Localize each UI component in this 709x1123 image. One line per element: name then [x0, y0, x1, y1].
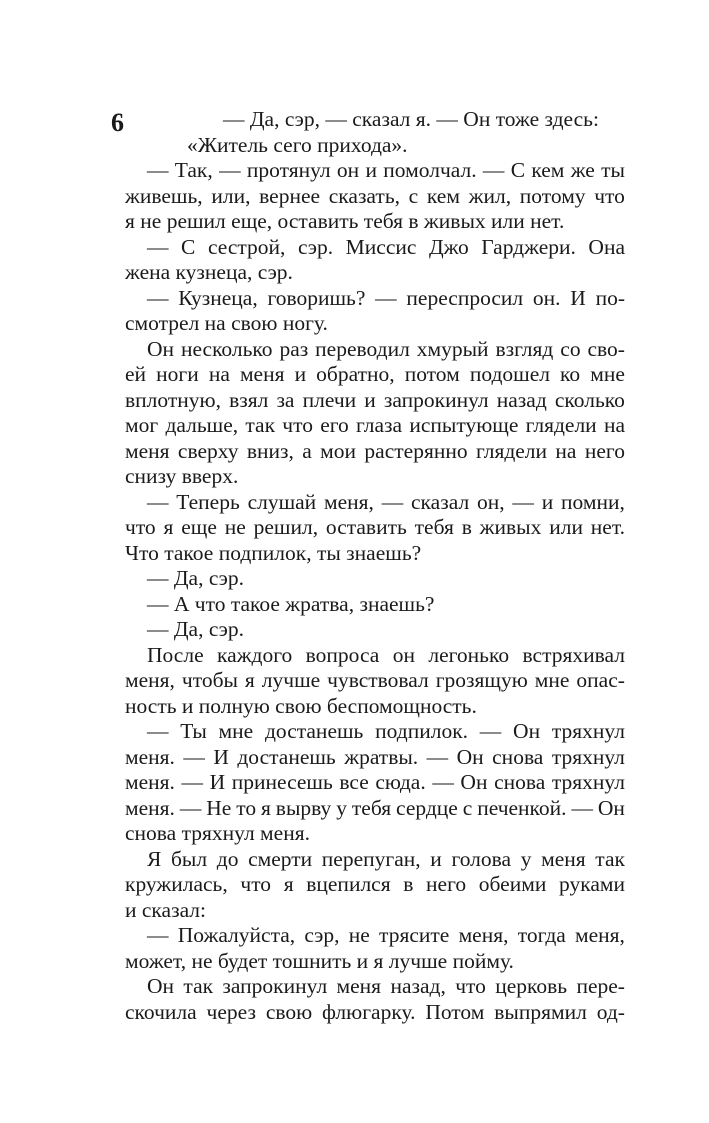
text-line: — Кузнеца, говоришь? — переспросил он. И по-: [147, 285, 625, 310]
text-line: — Так, — протянул он и помолчал. — С кем же ты: [147, 158, 625, 182]
text-line: — С сестрой, сэр. Миссис Джо Гарджери. Она: [147, 234, 625, 259]
text-line: меня. — И принесешь все сюда. — Он снова тряхнул: [125, 770, 625, 794]
text-line: ность и полную свою беспомощность.: [125, 693, 477, 718]
text-line: Он так запрокинул меня назад, что церковь пере-: [147, 974, 625, 998]
paragraph: [147, 592, 625, 618]
text-line: меня. — Не то я вырву у тебя сердце с печенкой. — Он: [125, 795, 625, 820]
text-line: снова тряхнул меня.: [125, 821, 310, 845]
text-line: «Житель сего прихода».: [187, 132, 408, 157]
text-line: может, не будет тошнить и я лучше пойму.: [125, 948, 514, 973]
paragraph: [125, 158, 625, 235]
paragraph: [125, 234, 625, 286]
paragraph: [125, 285, 625, 337]
page-number: 6: [111, 108, 124, 137]
text-line: смотрел на свою ногу.: [125, 311, 328, 335]
paragraph: [147, 617, 625, 643]
text-line: что я еще не решил, оставить тебя в живых или нет.: [125, 515, 625, 539]
paragraph: [125, 974, 625, 1025]
text-line: скочила через свою флюгарку. Потом выпрямил од-: [125, 999, 625, 1024]
text-line: кружилась, что я вцепился в него обеими руками: [125, 872, 625, 896]
text-line: — Да, сэр.: [147, 566, 244, 590]
text-line: Он несколько раз переводил хмурый взгляд со сво-: [147, 336, 625, 361]
text-line: снизу вверх.: [125, 464, 239, 488]
text-line: — Теперь слушай меня, — сказал он, — и помни,: [147, 489, 625, 514]
paragraph: [125, 489, 625, 567]
paragraph: [147, 566, 625, 592]
text-line: — Да, сэр, — сказал я. — Он тоже здесь:: [223, 107, 599, 131]
paragraph: [125, 336, 625, 490]
paragraph: [125, 719, 625, 847]
paragraph: [125, 923, 625, 974]
text-line: жена кузнеца, сэр.: [125, 260, 293, 284]
text-line: После каждого вопроса он легонько встряхивал: [147, 642, 625, 667]
paragraph: [125, 846, 625, 924]
paragraph: [125, 642, 625, 720]
text-line: Что такое подпилок, ты знаешь?: [125, 540, 422, 565]
text-line: меня сверху вниз, а мои растерянно глядели на него: [125, 438, 625, 463]
text-line: меня. — И достанешь жратвы. — Он снова тряхнул: [125, 744, 625, 769]
paragraph: [147, 107, 625, 158]
text-line: вплотную, взял за плечи и запрокинул назад сколько: [125, 387, 625, 412]
text-line: я не решил еще, оставить тебя в живых или нет.: [125, 209, 565, 233]
text-line: — А что такое жратва, знаешь?: [147, 591, 435, 616]
body-text: [125, 107, 625, 1025]
text-line: Я был до смерти перепуган, и голова у меня так: [147, 846, 625, 871]
text-line: живешь, или, вернее сказать, с кем жил, потому что: [125, 183, 625, 208]
text-line: — Да, сэр.: [147, 617, 244, 641]
text-line: — Ты мне достанешь подпилок. — Он тряхнул: [147, 719, 625, 743]
text-line: мог дальше, так что его глаза испытующе глядели на: [125, 413, 625, 437]
text-line: и сказал:: [125, 897, 207, 922]
text-line: — Пожалуйста, сэр, не трясите меня, тогда меня,: [147, 923, 625, 947]
text-line: меня, чтобы я лучше чувствовал грозящую мне опас-: [125, 668, 625, 692]
text-line: ей ноги на меня и обратно, потом подошел ко мне: [125, 362, 625, 386]
